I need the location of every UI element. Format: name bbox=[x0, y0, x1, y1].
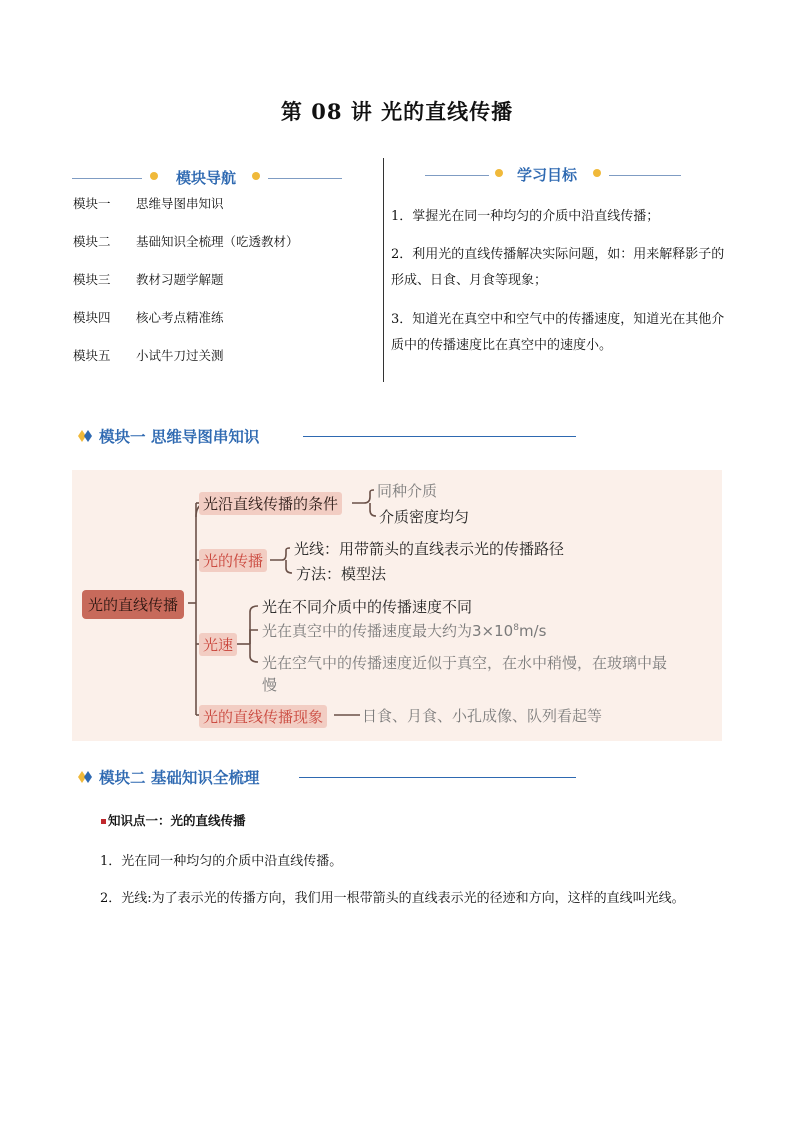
diamond-icon bbox=[77, 770, 93, 784]
nav-item-key: 模块二 bbox=[73, 234, 111, 249]
module1-header bbox=[77, 425, 577, 447]
nav-item-label: 核心考点精准练 bbox=[136, 310, 224, 325]
nav-header-line-left bbox=[72, 178, 142, 179]
knowledge-point-title bbox=[101, 811, 246, 829]
paragraph-2: 2．光线:为了表示光的传播方向，我们用一根带箭头的直线表示光的径迹和方向，这样的直线叫光线。 bbox=[100, 891, 685, 906]
mind-map-leaf: 光在空气中的传播速度近似于真空，在水中稍慢，在玻璃中最 bbox=[262, 654, 668, 672]
mind-map bbox=[72, 470, 722, 741]
module2-heading: 模块二 基础知识全梳理 bbox=[99, 769, 260, 787]
goals-heading: 学习目标 bbox=[517, 166, 578, 184]
goal-item-2: 2．利用光的直线传播解决实际问题，如：用来解释影子的形成、日食、月食等现象； bbox=[391, 247, 725, 288]
mind-map-leaf: 慢 bbox=[262, 676, 278, 694]
nav-item-label: 小试牛刀过关测 bbox=[136, 348, 224, 363]
page-title: 第 08 讲 光的直线传播 bbox=[280, 99, 514, 124]
nav-heading: 模块导航 bbox=[176, 169, 237, 187]
nav-header-line-right bbox=[268, 178, 342, 179]
vacuum-speed-text: 光在真空中的传播速度最大约为3×10 bbox=[262, 622, 514, 640]
knowledge-point-label: 知识点一：光的直线传播 bbox=[108, 813, 246, 828]
module2-header bbox=[77, 766, 577, 788]
mind-map-leaf: 介质密度均匀 bbox=[379, 508, 470, 526]
speed-unit: m/s bbox=[518, 622, 547, 640]
diamond-icon bbox=[77, 429, 93, 443]
nav-item-label: 基础知识全梳理（吃透教材） bbox=[136, 234, 299, 249]
mind-map-branch-speed: 光速 bbox=[199, 633, 237, 656]
nav-item-label: 思维导图串知识 bbox=[136, 196, 224, 211]
nav-item-4[interactable] bbox=[73, 308, 224, 326]
nav-item-1[interactable] bbox=[73, 194, 224, 212]
nav-item-key: 模块三 bbox=[73, 272, 111, 287]
mind-map-leaf: 方法：模型法 bbox=[296, 565, 387, 583]
mind-map-leaf: 日食、月食、小孔成像、队列看起等 bbox=[362, 707, 603, 725]
module2-header-line bbox=[299, 777, 576, 778]
nav-item-key: 模块一 bbox=[73, 196, 111, 211]
paragraph-1: 1．光在同一种均匀的介质中沿直线传播。 bbox=[100, 854, 343, 869]
goals-header-line-right bbox=[609, 175, 681, 176]
goal-item-3: 3．知道光在真空中和空气中的传播速度，知道光在其他介质中的传播速度比在真空中的速度小。 bbox=[391, 312, 725, 353]
nav-section-header bbox=[72, 167, 342, 191]
nav-item-2[interactable] bbox=[73, 232, 299, 250]
speed-exponent: 8 bbox=[513, 623, 519, 633]
mind-map-root: 光的直线传播 bbox=[82, 590, 184, 619]
column-divider bbox=[383, 158, 384, 382]
mind-map-branch-propagation: 光的传播 bbox=[199, 549, 267, 572]
mind-map-leaf-vacuum-speed bbox=[262, 620, 546, 641]
nav-item-3[interactable] bbox=[73, 270, 224, 288]
square-bullet-icon bbox=[101, 819, 106, 824]
goals-header-dot-right bbox=[593, 169, 601, 177]
mind-map-branch-conditions: 光沿直线传播的条件 bbox=[199, 492, 342, 515]
mind-map-leaf: 光在不同介质中的传播速度不同 bbox=[262, 598, 473, 616]
goals-section-header bbox=[425, 164, 685, 188]
nav-header-dot-left bbox=[150, 172, 158, 180]
nav-header-dot-right bbox=[252, 172, 260, 180]
goal-item-1: 1．掌握光在同一种均匀的介质中沿直线传播； bbox=[391, 209, 660, 224]
mind-map-leaf: 同种介质 bbox=[377, 482, 438, 500]
nav-item-label: 教材习题学解题 bbox=[136, 272, 224, 287]
goals-header-dot-left bbox=[495, 169, 503, 177]
nav-item-key: 模块四 bbox=[73, 310, 111, 325]
mind-map-branch-phenomena: 光的直线传播现象 bbox=[199, 705, 327, 728]
module1-heading: 模块一 思维导图串知识 bbox=[99, 428, 260, 446]
mind-map-leaf: 光线：用带箭头的直线表示光的传播路径 bbox=[294, 540, 565, 558]
goals-header-line-left bbox=[425, 175, 489, 176]
module1-header-line bbox=[303, 436, 576, 437]
nav-item-key: 模块五 bbox=[73, 348, 111, 363]
nav-item-5[interactable] bbox=[73, 346, 224, 364]
